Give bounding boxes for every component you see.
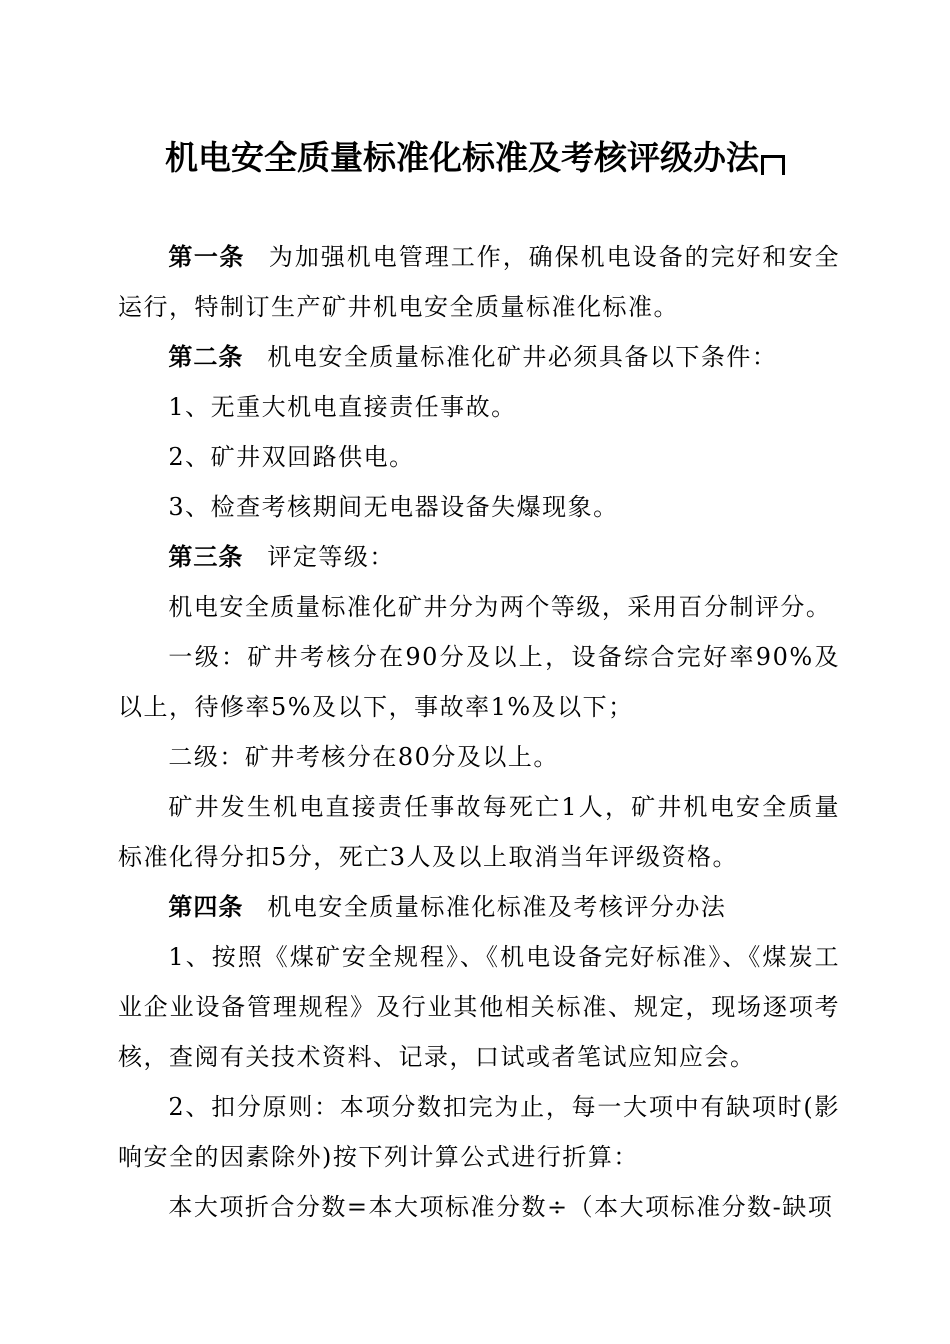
paragraph-penalty	[118, 782, 840, 882]
paragraph-condition-2	[118, 432, 840, 482]
document-title-line	[0, 134, 950, 182]
article-heading: 第二条	[168, 343, 244, 371]
paragraph-method-2	[118, 1082, 840, 1182]
paragraph-formula	[118, 1182, 840, 1232]
paragraph-text: 评定等级：	[267, 543, 395, 571]
paragraph-grade-1	[118, 632, 840, 732]
paragraph-text: 2、矿井双回路供电。	[168, 443, 415, 471]
paragraph-text: 为加强机电管理工作，确保机电设备的完好和安全运行，特制订生产矿井机电安全质量标准化标准。	[118, 243, 841, 321]
paragraph-text: 矿井发生机电直接责任事故每死亡1人，矿井机电安全质量标准化得分扣5分，死亡3人及以上取消当年评级资格。	[118, 793, 840, 871]
paragraph-text: 机电安全质量标准化矿井分为两个等级，采用百分制评分。	[168, 593, 832, 621]
paragraph-grading-intro	[118, 582, 840, 632]
paragraph-text: 一级：矿井考核分在90分及以上，设备综合完好率90%及以上，待修率5%及以下，事故率1%及以下；	[118, 643, 840, 721]
paragraph-article-1	[118, 232, 840, 332]
paragraph-text: 机电安全质量标准化标准及考核评分办法	[267, 893, 727, 921]
paragraph-condition-3	[118, 482, 840, 532]
title-bracket-mark	[761, 155, 785, 175]
paragraph-text: 二级：矿井考核分在80分及以上。	[168, 743, 559, 771]
paragraph-article-4	[118, 882, 840, 932]
paragraph-condition-1	[118, 382, 840, 432]
paragraph-text: 本大项折合分数=本大项标准分数÷（本大项标准分数-缺项	[168, 1193, 834, 1221]
document-title: 机电安全质量标准化标准及考核评级办法	[165, 138, 759, 177]
paragraph-article-2	[118, 332, 840, 382]
paragraph-text: 机电安全质量标准化矿井必须具备以下条件：	[267, 343, 778, 371]
article-heading: 第一条	[168, 243, 245, 271]
paragraph-text: 2、扣分原则：本项分数扣完为止，每一大项中有缺项时(影响安全的因素除外)按下列计算公式进行折算：	[118, 1093, 840, 1171]
paragraph-article-3	[118, 532, 840, 582]
paragraph-method-1	[118, 932, 840, 1082]
article-heading: 第四条	[168, 893, 244, 921]
article-heading: 第三条	[168, 543, 244, 571]
paragraph-text: 3、检查考核期间无电器设备失爆现象。	[168, 493, 619, 521]
paragraph-text: 1、无重大机电直接责任事故。	[168, 393, 517, 421]
paragraph-grade-2	[118, 732, 840, 782]
paragraph-text: 1、按照《煤矿安全规程》、《机电设备完好标准》、《煤炭工业企业设备管理规程》及行业其他相关标准、规定，现场逐项考核，查阅有关技术资料、记录，口试或者笔试应知应会。	[118, 943, 840, 1071]
document-body	[118, 232, 840, 1232]
